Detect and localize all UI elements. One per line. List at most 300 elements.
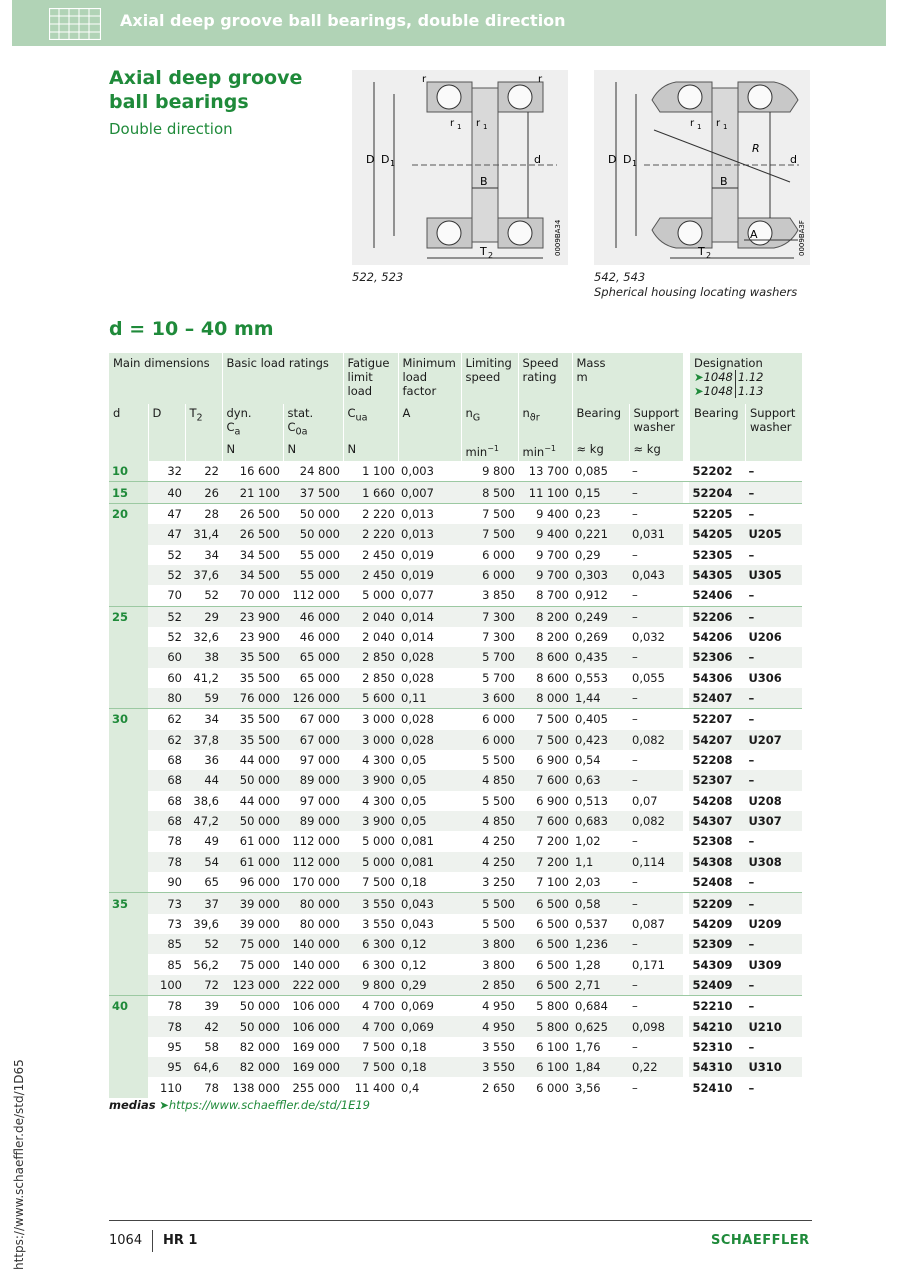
table-row <box>109 503 802 524</box>
cell-A: 0,12 <box>401 957 427 972</box>
cell-T2: 59 <box>185 688 222 709</box>
cell-D: 78 <box>148 996 185 1017</box>
cell-nG: 5 500 <box>482 793 515 808</box>
cell-d <box>109 1016 148 1036</box>
cell-nG: 3 600 <box>461 688 518 709</box>
cell-nr: 6 000 <box>536 1080 569 1095</box>
cell-d <box>109 750 148 770</box>
fig2-label-D1-sub: 1 <box>632 159 638 168</box>
cell-nG: 4 950 <box>461 1016 518 1036</box>
cell-nG: 6 000 <box>461 730 518 750</box>
cell-mass-bearing: 2,03 <box>575 875 601 890</box>
cell-D: 68 <box>167 753 182 768</box>
footer-separator <box>152 1230 153 1252</box>
table-row <box>109 627 802 647</box>
th-desig-ref1[interactable]: 1048 <box>703 370 733 384</box>
cell-T2: 36 <box>204 753 219 768</box>
table-row <box>109 688 802 709</box>
cell-nG: 9 800 <box>482 464 515 479</box>
cell-stat-C0a: 50 000 <box>283 503 343 524</box>
cell-designation-washer: – <box>748 588 755 603</box>
cell-designation-washer: U209 <box>748 916 782 931</box>
th-designation <box>689 353 802 404</box>
cell-T2: 41,2 <box>193 670 219 685</box>
cell-designation-washer: – <box>745 709 802 730</box>
cell-designation-washer: – <box>748 1080 755 1095</box>
fig2-label-r1-right-sub: 1 <box>723 123 728 131</box>
fig2-label-T2-sub: 2 <box>706 251 712 260</box>
table-row <box>109 872 802 893</box>
cell-D: 68 <box>167 793 182 808</box>
cell-T2: 22 <box>204 464 219 479</box>
cell-stat-C0a: 140 000 <box>283 934 343 954</box>
cell-designation-washer: – <box>748 1039 755 1054</box>
cell-nr: 6 900 <box>536 753 569 768</box>
cell-d <box>109 545 148 565</box>
th-stat-label: stat. <box>287 406 314 420</box>
cell-A: 0,05 <box>401 793 427 808</box>
cell-T2: 58 <box>204 1039 219 1054</box>
cell-A: 0,028 <box>401 670 434 685</box>
table-row <box>109 811 802 831</box>
fig1-label-d: d <box>534 153 541 166</box>
medias-url[interactable]: https://www.schaeffler.de/std/1E19 <box>168 1098 370 1112</box>
cell-mass-bearing: 0,513 <box>575 793 608 808</box>
cell-Cua: 3 900 <box>343 811 398 831</box>
catalogue-section: HR 1 <box>163 1233 198 1248</box>
th-nr <box>518 404 572 442</box>
cell-nG: 2 850 <box>461 975 518 996</box>
cell-D: 68 <box>148 770 185 790</box>
cell-dyn-Ca: 21 100 <box>222 482 283 503</box>
cell-nr: 9 700 <box>536 547 569 562</box>
cell-A: 0,18 <box>401 1039 427 1054</box>
cell-mass-washer: – <box>629 647 683 667</box>
cell-A: 0,18 <box>401 875 427 890</box>
cell-mass-washer: 0,031 <box>629 524 683 544</box>
cell-mass-washer: 0,087 <box>632 916 665 931</box>
cell-designation-washer: U308 <box>745 852 802 872</box>
cell-designation-washer: – <box>748 464 755 479</box>
fig1-label-r1-left-sub: 1 <box>457 123 462 131</box>
cell-Cua: 4 700 <box>343 996 398 1017</box>
cell-T2: 44 <box>185 770 222 790</box>
cell-mass-washer: 0,098 <box>629 1016 683 1036</box>
cell-dyn-Ca: 34 500 <box>222 565 283 585</box>
cell-stat-C0a: 106 000 <box>283 996 343 1017</box>
cell-T2: 37 <box>185 893 222 914</box>
cell-Cua: 7 500 <box>362 875 395 890</box>
cell-nG: 3 800 <box>461 934 518 954</box>
cell-nG: 4 850 <box>461 770 518 790</box>
th-nG-sub: G <box>472 412 481 424</box>
cell-mass-bearing: 0,405 <box>572 709 629 730</box>
th-mass-bearing: Bearing <box>572 404 629 442</box>
cell-designation-washer: – <box>745 647 802 667</box>
cell-D: 52 <box>167 630 182 645</box>
cell-mass-bearing: 1,44 <box>572 688 629 709</box>
cell-mass-washer: – <box>632 588 638 603</box>
arrow-icon: ➤ <box>693 384 704 398</box>
cell-stat-C0a: 50 000 <box>283 524 343 544</box>
cell-nr: 11 100 <box>518 482 572 503</box>
th-mass-m: m <box>576 370 588 384</box>
cell-d: 40 <box>109 996 148 1017</box>
cell-mass-bearing: 0,683 <box>572 811 629 831</box>
cell-A: 0,081 <box>398 852 461 872</box>
cell-designation-bearing: 54208 <box>692 793 733 808</box>
cell-nG: 6 000 <box>461 709 518 730</box>
cell-designation-bearing: 52410 <box>692 1080 733 1095</box>
cell-D: 60 <box>148 647 185 667</box>
cell-designation-washer: U305 <box>745 565 802 585</box>
cell-dyn-Ca: 50 000 <box>222 996 283 1017</box>
bearing-drawing-522 <box>352 70 568 265</box>
th-fatigue-limit-load: Fatigue limit load <box>343 353 398 404</box>
cell-d <box>109 852 148 872</box>
cell-D: 47 <box>148 524 185 544</box>
cell-mass-washer: 0,114 <box>629 852 683 872</box>
th-unit-exp2: −1 <box>544 444 556 454</box>
cell-A: 0,4 <box>401 1080 420 1095</box>
fig1-label-r-right: r <box>538 74 543 85</box>
cell-D: 80 <box>148 688 185 709</box>
cell-designation-bearing: 52207 <box>689 709 745 730</box>
th-basic-load-ratings: Basic load ratings <box>222 353 343 404</box>
cell-D: 85 <box>148 934 185 954</box>
cell-designation-washer: U206 <box>748 630 782 645</box>
cell-designation-bearing: 52209 <box>689 893 745 914</box>
cell-designation-washer: U309 <box>748 957 782 972</box>
cell-mass-bearing: 0,58 <box>572 893 629 914</box>
cell-stat-C0a: 65 000 <box>283 647 343 667</box>
cell-dyn-Ca: 35 500 <box>239 670 280 685</box>
th-unit-N-ca: N <box>222 442 283 461</box>
fig2-label-r1-left-sub: 1 <box>697 123 702 131</box>
th-desig-ref2-section[interactable]: 1.13 <box>737 384 764 398</box>
cell-nr: 6 500 <box>536 957 569 972</box>
cell-stat-C0a: 46 000 <box>299 630 340 645</box>
cell-designation-washer: – <box>745 893 802 914</box>
cell-mass-bearing: 0,303 <box>572 565 629 585</box>
cell-nr: 7 100 <box>536 875 569 890</box>
cell-nG: 7 300 <box>461 606 518 627</box>
cell-D: 62 <box>148 709 185 730</box>
cell-designation-bearing: 52208 <box>692 753 733 768</box>
th-main-dimensions: Main dimensions <box>109 353 222 404</box>
table-row <box>109 482 802 503</box>
table-row <box>109 1016 802 1036</box>
cell-T2: 72 <box>185 975 222 996</box>
cell-mass-bearing: 0,085 <box>575 464 608 479</box>
cell-stat-C0a: 55 000 <box>283 565 343 585</box>
th-unit-N-c0a: N <box>283 442 343 461</box>
cell-designation-bearing: 52204 <box>689 482 745 503</box>
cell-d <box>109 831 148 851</box>
fig2-label-B: B <box>720 175 728 188</box>
cell-A: 0,013 <box>398 503 461 524</box>
side-url[interactable]: https://www.schaeffler.de/std/1D65 <box>12 1059 26 1270</box>
cell-nG: 4 850 <box>461 811 518 831</box>
fig1-label-r1-right: r <box>476 118 481 129</box>
th-nG-label: n <box>465 406 473 420</box>
cell-designation-bearing: 52309 <box>689 934 745 954</box>
cell-d <box>109 730 148 750</box>
cell-designation-bearing: 52308 <box>692 834 733 849</box>
cell-Cua: 2 450 <box>362 547 395 562</box>
fig1-code: 0009BA34 <box>554 219 562 256</box>
cell-dyn-Ca: 70 000 <box>239 588 280 603</box>
cell-nr: 6 500 <box>518 975 572 996</box>
cell-designation-washer: – <box>748 547 755 562</box>
th-T2-label: T <box>189 406 197 420</box>
th-unit-N-cua: N <box>343 442 398 461</box>
cell-T2: 47,2 <box>185 811 222 831</box>
cell-designation-washer: – <box>745 503 802 524</box>
cell-D: 70 <box>167 588 182 603</box>
cell-Cua: 1 100 <box>362 464 395 479</box>
th-mass-label: Mass <box>576 356 606 370</box>
cell-nG: 7 300 <box>482 630 515 645</box>
cell-T2: 39 <box>185 996 222 1017</box>
th-C0a-sub: 0a <box>295 426 308 438</box>
cell-mass-washer: – <box>629 934 683 954</box>
th-unit-min-nr <box>518 442 572 461</box>
table-row <box>109 647 802 667</box>
table-grid-icon <box>49 8 101 40</box>
cell-d <box>109 934 148 954</box>
cell-Cua: 4 300 <box>362 793 395 808</box>
cell-stat-C0a: 169 000 <box>283 1057 343 1077</box>
cell-nG: 7 500 <box>461 503 518 524</box>
cell-designation-washer: U307 <box>745 811 802 831</box>
cell-D: 73 <box>167 916 182 931</box>
cell-Cua: 5 000 <box>343 852 398 872</box>
cell-mass-washer: – <box>632 1039 638 1054</box>
bearing-data-table <box>109 353 802 1098</box>
cell-nr: 6 100 <box>536 1039 569 1054</box>
cell-designation-bearing: 52407 <box>689 688 745 709</box>
cell-T2: 34 <box>185 709 222 730</box>
fig2-label-R: R <box>752 142 760 155</box>
cell-mass-bearing: 0,269 <box>575 630 608 645</box>
cell-T2: 65 <box>204 875 219 890</box>
product-title: Axial deep groove ball bearings <box>109 67 303 113</box>
cell-stat-C0a: 55 000 <box>299 547 340 562</box>
cell-Cua: 2 220 <box>343 503 398 524</box>
cell-mass-bearing: 0,249 <box>572 606 629 627</box>
fig1-label-r-left: r <box>422 74 427 85</box>
fig1-label-T2-sub: 2 <box>488 251 494 260</box>
cell-dyn-Ca: 16 600 <box>239 464 280 479</box>
cell-designation-washer: – <box>745 688 802 709</box>
cell-d <box>109 770 148 790</box>
cell-A: 0,014 <box>398 606 461 627</box>
th-unit-min1: min <box>465 445 488 460</box>
cell-mass-washer: – <box>629 975 683 996</box>
cell-Cua: 9 800 <box>343 975 398 996</box>
th-dyn-Ca <box>222 404 283 442</box>
table-row <box>109 975 802 996</box>
th-unit-min2: min <box>522 445 545 460</box>
cell-nr: 7 600 <box>518 770 572 790</box>
cell-Cua: 4 300 <box>362 753 395 768</box>
cell-d: 35 <box>109 893 148 914</box>
cell-dyn-Ca: 82 000 <box>222 1057 283 1077</box>
cell-designation-washer: U306 <box>748 670 782 685</box>
cell-stat-C0a: 65 000 <box>299 670 340 685</box>
cell-nr: 7 200 <box>536 834 569 849</box>
table-row <box>109 545 802 565</box>
cell-nr: 5 800 <box>518 1016 572 1036</box>
cell-D: 52 <box>148 565 185 585</box>
cell-D: 60 <box>167 670 182 685</box>
cell-mass-washer: – <box>632 875 638 890</box>
medias-link[interactable] <box>109 1098 370 1112</box>
cell-dyn-Ca: 50 000 <box>222 770 283 790</box>
cell-mass-washer: – <box>629 709 683 730</box>
th-T2-sub: 2 <box>196 412 203 424</box>
cell-A: 0,05 <box>398 811 461 831</box>
fig2-label-A: A <box>750 228 758 241</box>
th-unit-exp1: −1 <box>487 444 499 454</box>
cell-nr: 8 700 <box>536 588 569 603</box>
arrow-icon: ➤ <box>159 1098 169 1112</box>
cell-d <box>109 565 148 585</box>
cell-D: 110 <box>160 1080 182 1095</box>
cell-Cua: 3 900 <box>343 770 398 790</box>
cell-stat-C0a: 169 000 <box>292 1039 340 1054</box>
cell-Cua: 5 600 <box>343 688 398 709</box>
cell-designation-bearing: 54306 <box>692 670 733 685</box>
cell-nG: 5 700 <box>461 647 518 667</box>
th-dyn-label: dyn. <box>226 406 252 420</box>
cell-T2: 26 <box>185 482 222 503</box>
cell-T2: 52 <box>185 934 222 954</box>
cell-mass-bearing: 0,63 <box>572 770 629 790</box>
cell-d <box>109 954 148 974</box>
cell-dyn-Ca: 44 000 <box>239 753 280 768</box>
cell-nG: 5 500 <box>482 753 515 768</box>
th-mass <box>572 353 683 404</box>
th-unit-kg-bearing: ≈ kg <box>572 442 629 461</box>
cell-nr: 8 200 <box>518 606 572 627</box>
fig2-caption-note: Spherical housing locating washers <box>594 285 798 299</box>
fig1-label-D1: D <box>381 153 390 166</box>
cell-T2: 37,6 <box>185 565 222 585</box>
cell-d <box>109 791 148 811</box>
table-row <box>109 831 802 851</box>
cell-dyn-Ca: 35 500 <box>222 709 283 730</box>
medias-label: medias <box>109 1098 156 1112</box>
cell-mass-bearing: 0,54 <box>575 753 601 768</box>
cell-mass-bearing: 0,553 <box>575 670 608 685</box>
cell-designation-bearing: 54305 <box>689 565 745 585</box>
cell-A: 0,05 <box>401 753 427 768</box>
th-desig-ref2[interactable]: 1048 <box>703 384 733 398</box>
fig2-label-T2: T <box>698 245 705 258</box>
cell-nr: 8 600 <box>518 647 572 667</box>
cell-A: 0,18 <box>398 1057 461 1077</box>
cell-designation-washer: – <box>748 834 755 849</box>
cell-nr: 7 500 <box>518 709 572 730</box>
cell-designation-bearing: 54309 <box>692 957 733 972</box>
cell-dyn-Ca: 50 000 <box>222 811 283 831</box>
header-banner <box>12 0 886 46</box>
cell-designation-bearing: 54210 <box>689 1016 745 1036</box>
table-row <box>109 954 802 974</box>
cell-designation-washer: U207 <box>745 730 802 750</box>
cell-mass-bearing: 0,625 <box>572 1016 629 1036</box>
fig1-label-B: B <box>480 175 488 188</box>
cell-dyn-Ca: 75 000 <box>239 957 280 972</box>
cell-designation-bearing: 54206 <box>692 630 733 645</box>
cell-stat-C0a: 112 000 <box>292 588 340 603</box>
cell-d <box>109 1077 148 1097</box>
cell-D: 78 <box>167 834 182 849</box>
fig2-code: 0009BA3F <box>798 220 806 256</box>
cell-Cua: 3 550 <box>343 893 398 914</box>
th-T2 <box>185 404 222 442</box>
cell-A: 0,05 <box>398 770 461 790</box>
cell-stat-C0a: 37 500 <box>283 482 343 503</box>
cell-nr: 5 800 <box>518 996 572 1017</box>
cell-stat-C0a: 112 000 <box>292 834 340 849</box>
cell-designation-washer: U205 <box>745 524 802 544</box>
cell-designation-washer: – <box>745 770 802 790</box>
cell-dyn-Ca: 61 000 <box>239 834 280 849</box>
cell-T2: 49 <box>204 834 219 849</box>
cell-mass-bearing: 0,537 <box>575 916 608 931</box>
cell-D: 95 <box>167 1039 182 1054</box>
th-stat-C0a <box>283 404 343 442</box>
th-unit-kg-washer: ≈ kg <box>629 442 683 461</box>
th-minimum-load-factor: Minimum load factor <box>398 353 461 404</box>
cell-designation-washer: – <box>745 482 802 503</box>
cell-nr: 8 200 <box>536 630 569 645</box>
cell-mass-washer: – <box>632 1080 638 1095</box>
cell-nr: 13 700 <box>528 464 569 479</box>
table-row <box>109 770 802 790</box>
cell-nG: 3 550 <box>482 1039 515 1054</box>
cell-D: 78 <box>148 1016 185 1036</box>
cell-d <box>109 585 148 606</box>
cell-A: 0,29 <box>398 975 461 996</box>
cell-Cua: 2 850 <box>362 670 395 685</box>
th-desig-ref1-section[interactable]: 1.12 <box>737 370 764 384</box>
cell-stat-C0a: 97 000 <box>299 753 340 768</box>
cell-Cua: 2 220 <box>343 524 398 544</box>
cell-Cua: 2 040 <box>343 606 398 627</box>
cell-Cua: 2 850 <box>343 647 398 667</box>
cell-designation-bearing: 54207 <box>689 730 745 750</box>
th-desig-support-washer: Support washer <box>745 404 802 442</box>
cell-stat-C0a: 140 000 <box>292 957 340 972</box>
cell-Cua: 4 700 <box>343 1016 398 1036</box>
cell-T2: 78 <box>204 1080 219 1095</box>
cell-T2: 32,6 <box>193 630 219 645</box>
cell-designation-washer: – <box>748 753 755 768</box>
fig1-label-D: D <box>366 153 375 166</box>
cell-A: 0,028 <box>398 709 461 730</box>
cell-A: 0,014 <box>401 630 434 645</box>
fig2-caption-series: 542, 543 <box>594 270 646 284</box>
cell-D: 78 <box>148 852 185 872</box>
cell-dyn-Ca: 76 000 <box>222 688 283 709</box>
cell-mass-bearing: 0,23 <box>572 503 629 524</box>
cell-designation-bearing: 52406 <box>692 588 733 603</box>
cell-stat-C0a: 222 000 <box>283 975 343 996</box>
